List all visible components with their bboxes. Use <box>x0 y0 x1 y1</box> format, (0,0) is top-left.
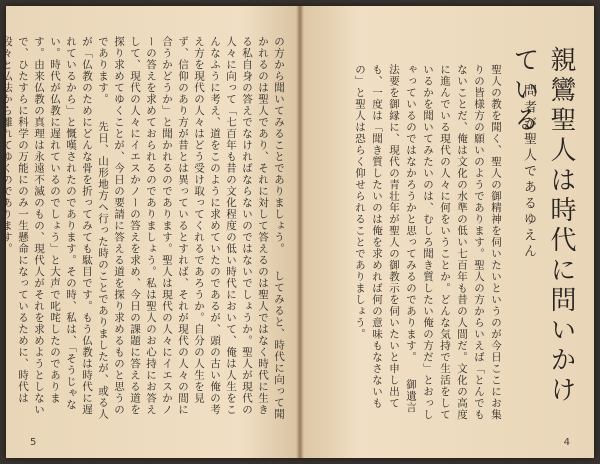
right-page-body: 聖人の教を聞く、聖人の御精神を伺いたいというのが今日ここにお集りの皆様方の願いのようであります。聖人の方からいえば「とんでもないことだ、俺は文化の水準の低い七百年も昔の人間だ。文化の高度に進んでいる現代の人々に何をいうことか。どんな気持で生活をしているかを聞いてみたいのは、むしろ聞き質したい俺の方だ」とおっしゃっているのではなかろうかと思ってみるのであります。 御遺言法要を御縁に、現代の青壮年が聖人の御教示を伺いたいと申し出ても、一度は「聞き質したいのは俺を求めれば何の意味もなさないもの」と聖人は恐らく仰せられることでありましょう。 <box>354 64 502 421</box>
left-page-body: の方から聞いてみることでありましょう。 してみると、時代に向って聞かれるのは聖人であり、それに対して答えるのは聖人ではなく時代に生きる私自身の答えでなければならないのではないでしょうか。聖人が現代の人々に向って「七百年も昔の文化程度の低い時代において、俺は人生をこんなふうに考え、道をこのように求めていたのであるが、頭の古い俺の考え方を現代の人々はどう受け取ってくれるであろうか。自分の人生を見ず、信仰のあり方が昔とは異っているとすれば、それが現代の人々の間に合うかどうか」と聞かれるのであります。聖人は現代の人々にイエスかノーの答えを求めておられるのでありましょう。私は聖人のお心持にお答えして、現代の人々にイエスかノーの答えを求め、今日の課題に答える道を探り求めてゆくことが、今日の要請に答える道を探り求めるものと思うのであります。 先日、山形地方へ行った時のことでありましたが、或る人が「仏教のためにどんな骨を折ってみても駄目です。もう仏教は時代に遅れているから」と慨嘆されたのであります。その時、私は、「そうじゃない。時代が仏教に遅れているのでしょう」と大声で叱咤したのであります。由来仏教の真理は永遠不滅のもの、現代人がそれを求めようとしないで、ひたすらに科学の万能にのみ一生懸命になっているために、時代は段々と仏法から離れてゆくのであります。 <box>1 36 285 420</box>
chapter-subtitle: 問者が聖人であるゆえん <box>521 84 536 260</box>
left-page <box>1 6 299 458</box>
page-number-right: 4 <box>563 437 570 448</box>
right-page <box>301 6 594 458</box>
page-number-left: 5 <box>30 437 37 448</box>
book-spread <box>1 6 594 458</box>
chapter-title: 親鸞聖人は時代に問いかけている <box>509 46 576 406</box>
